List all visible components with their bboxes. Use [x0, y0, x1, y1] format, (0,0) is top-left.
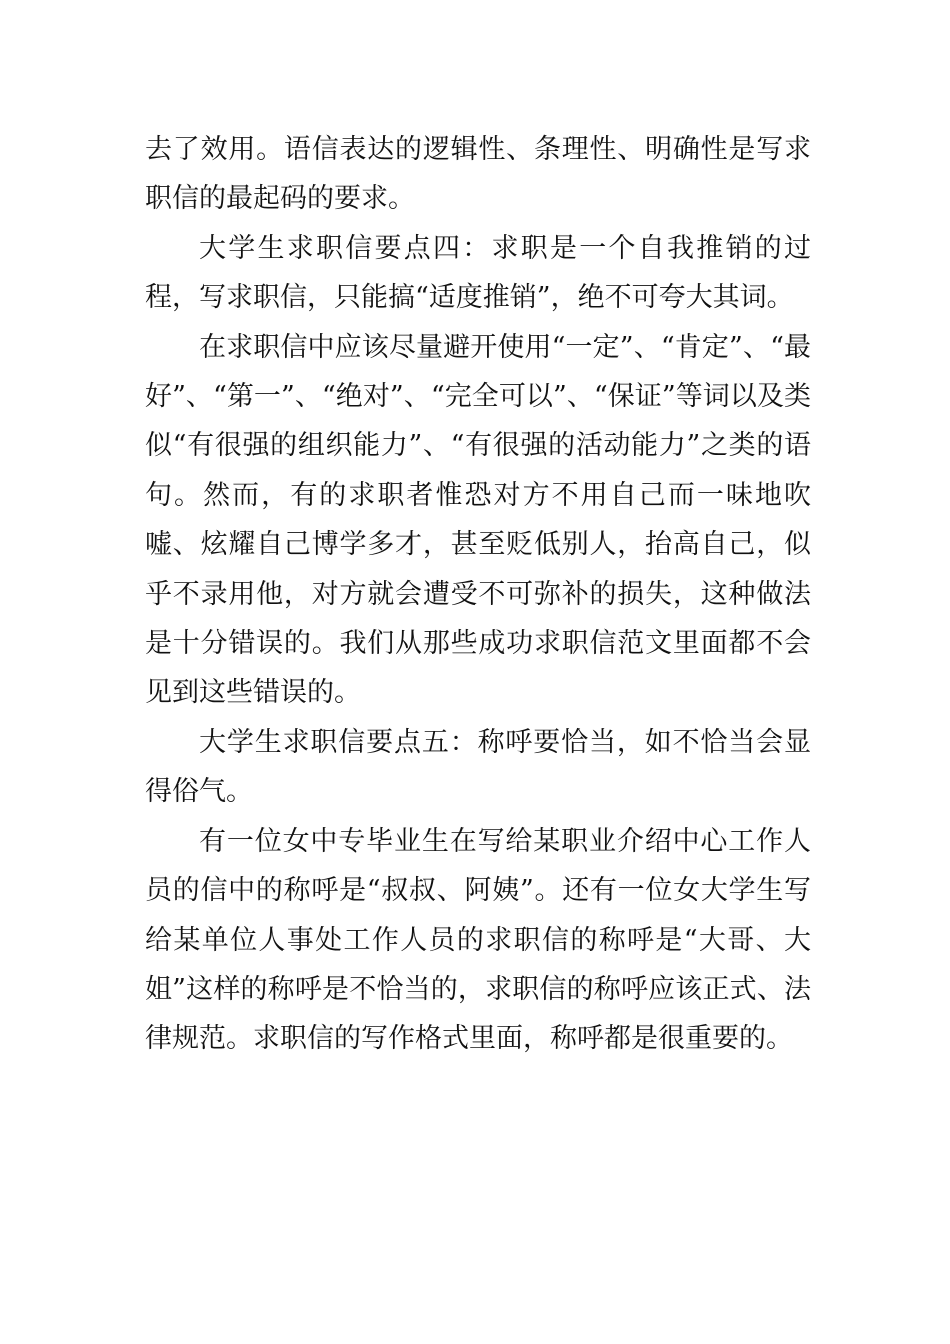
paragraph-point-four-body: 在求职信中应该尽量避开使用“一定”、“肯定”、“最好”、“第一”、“绝对”、“完全可以”、“保证”等词以及类似“有很强的组织能力”、“有很强的活动能力”之类的语句。然而，有的求职者惟恐对方不用自己而一味地吹嘘、炫耀自己博学多才，甚至贬低别人，抬高自己，似乎不录用他，对方就会遭受不可弥补的损失，这种做法是十分错误的。我们从那些成功求职信范文里面都不会见到这些错误的。	[145, 331, 811, 709]
paragraph-continuation: 去了效用。语信表达的逻辑性、条理性、明确性是写求职信的最起码的要求。	[145, 134, 811, 215]
document-body	[145, 125, 811, 1064]
paragraph-point-five-body: 有一位女中专毕业生在写给某职业介绍中心工作人员的信中的称呼是“叔叔、阿姨”。还有一位女大学生写给某单位人事处工作人员的求职信的称呼是“大哥、大姐”这样的称呼是不恰当的，求职信的称呼应该正式、法律规范。求职信的写作格式里面，称呼都是很重要的。	[145, 825, 811, 1055]
paragraph-point-four-heading: 大学生求职信要点四：求职是一个自我推销的过程，写求职信，只能搞“适度推销”，绝不可夸大其词。	[145, 232, 811, 314]
paragraph-point-five-heading: 大学生求职信要点五：称呼要恰当，如不恰当会显得俗气。	[145, 726, 811, 808]
